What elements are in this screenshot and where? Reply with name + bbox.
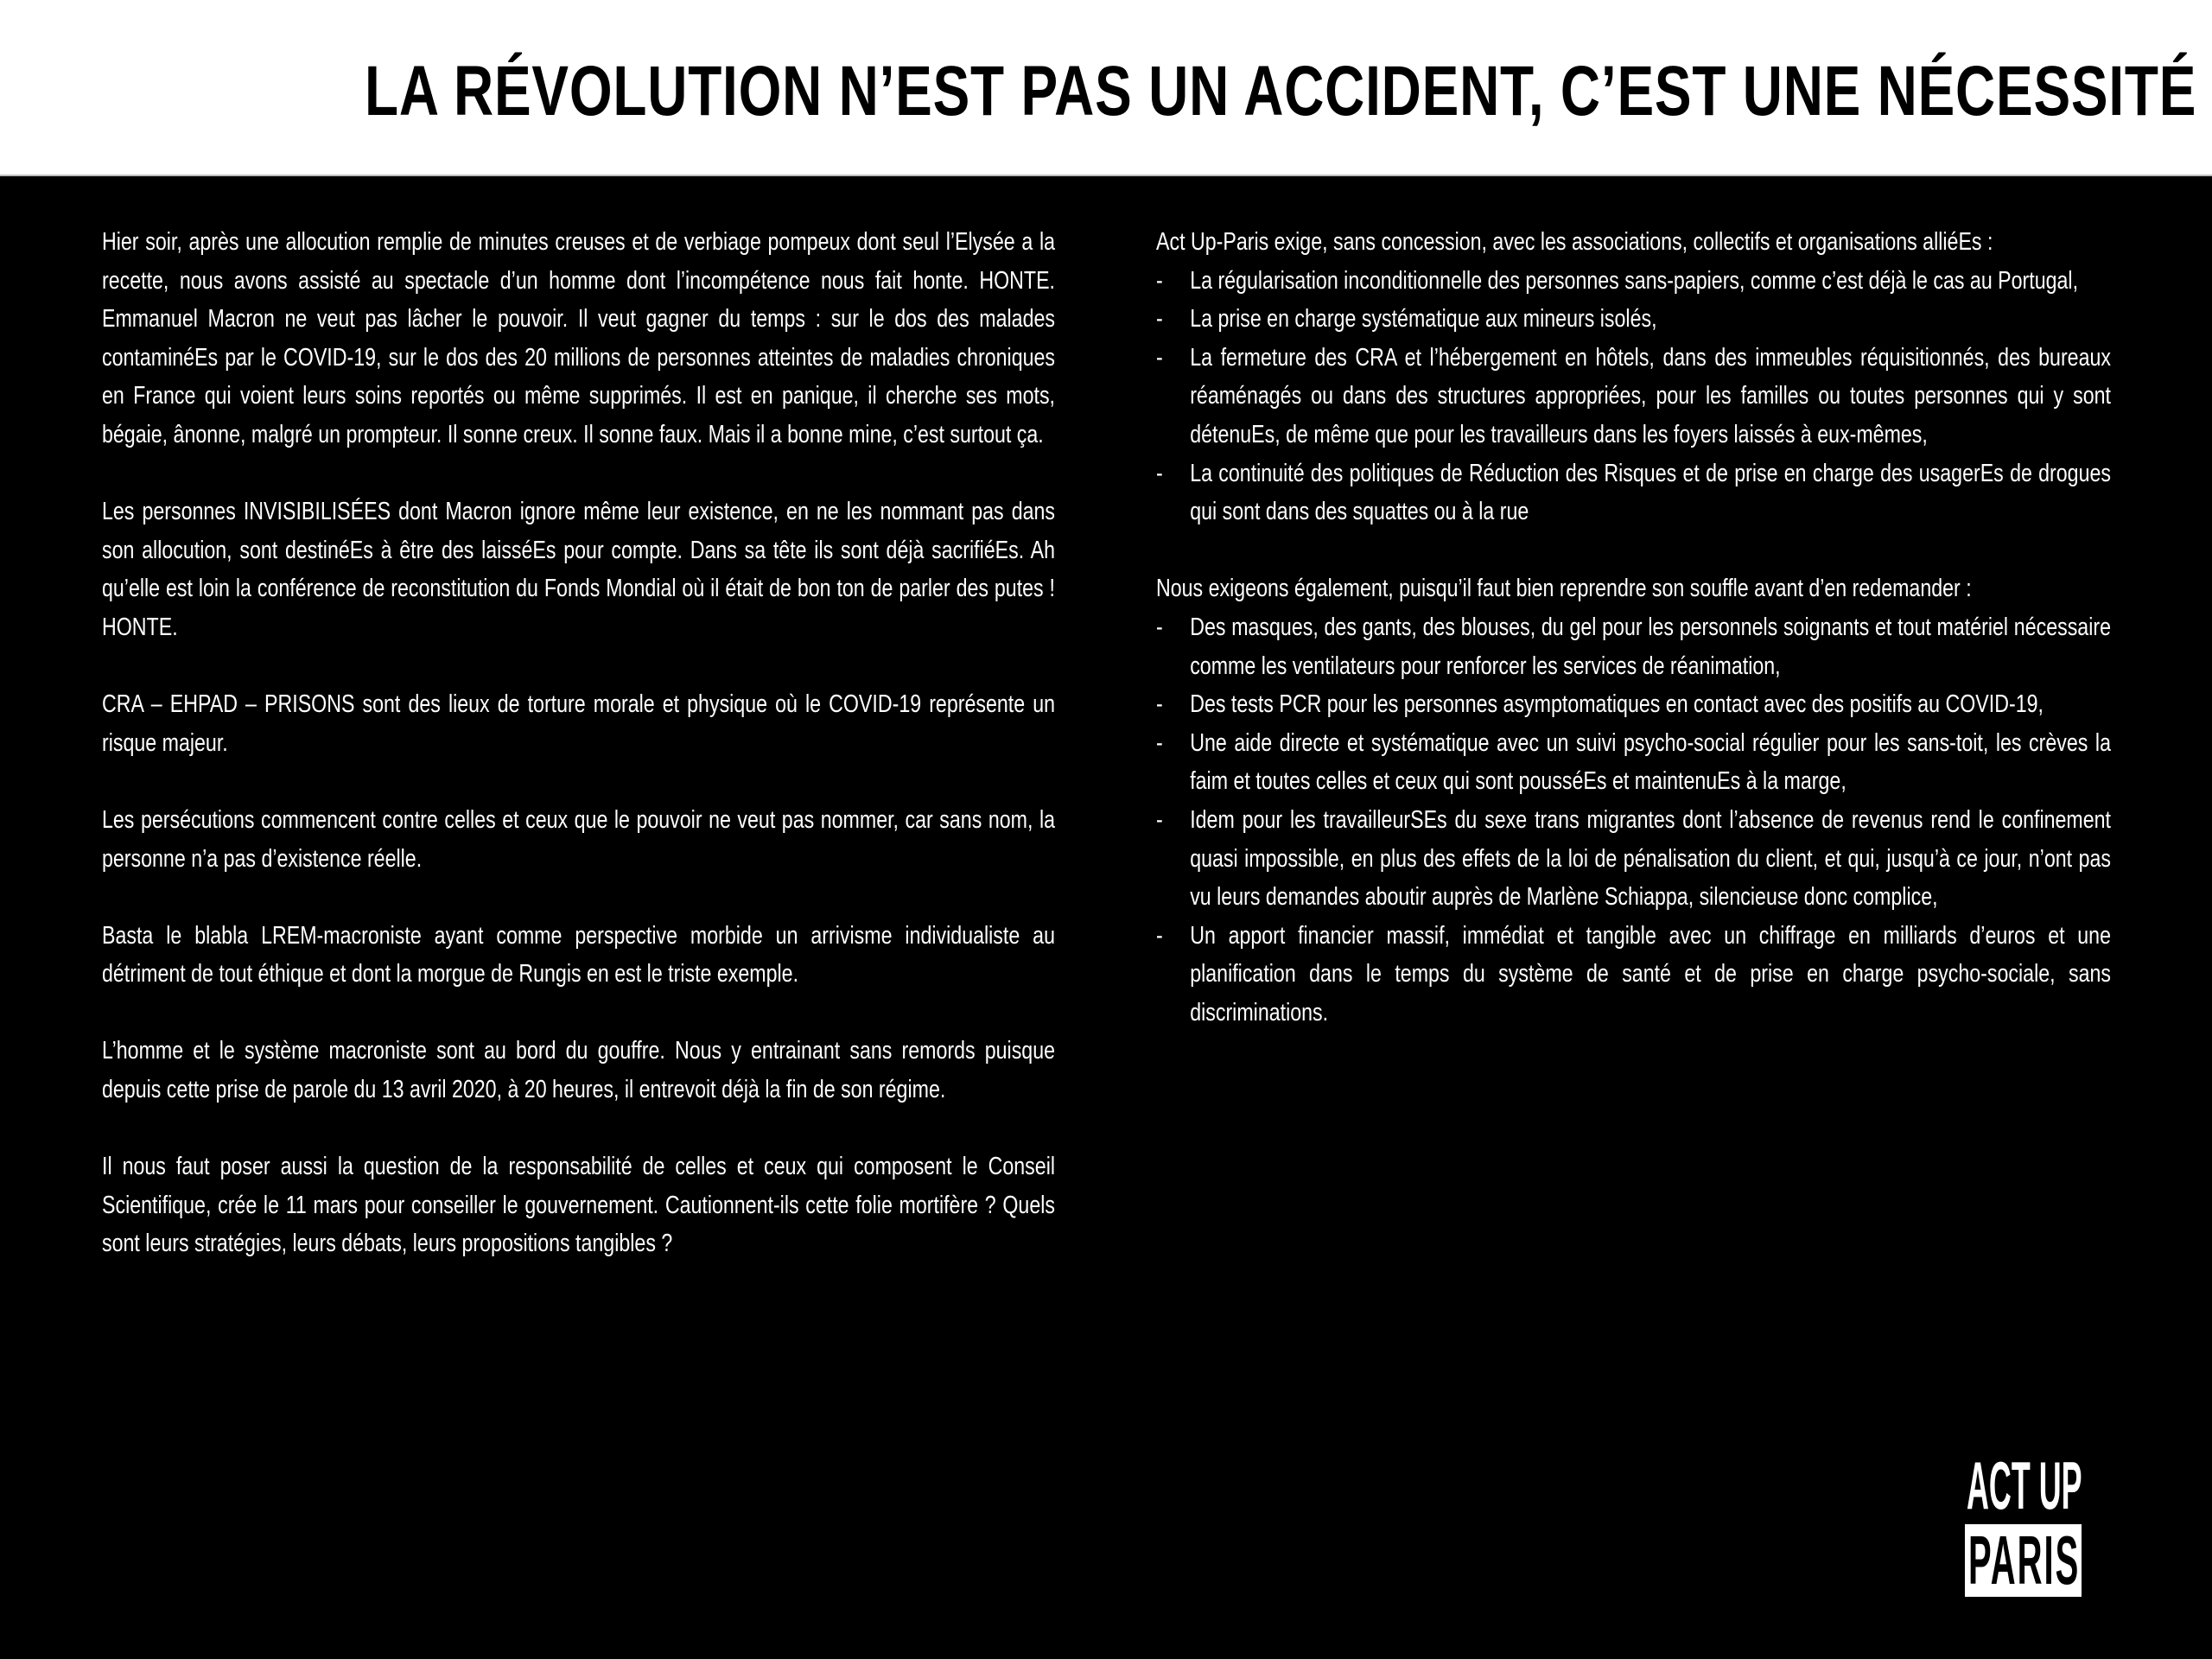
list-item-text: La prise en charge systématique aux mineurs isolés, <box>1190 305 1657 334</box>
list-item-text: La continuité des politiques de Réduction des Risques et de prise en charge des usagerEs de drogues qui sont dans des squattes ou à la rue <box>1190 459 2111 526</box>
list-item-text: Une aide directe et systématique avec un suivi psycho-social régulier pour les sans-toit, les crèves la faim et toutes celles et ceux qui sont pousséEs et maintenuEs à la marge, <box>1190 728 2111 796</box>
logo-line-act-up: ACT UP <box>1967 1447 2082 1523</box>
bullet-dash: - <box>1156 343 1163 372</box>
list-item <box>1156 801 2111 917</box>
paragraph-text: L’homme et le système macroniste sont au bord du gouffre. Nous y entrainant sans remords puisque depuis cette prise de parole du 13 avril 2020, à 20 heures, il entrevoit déjà la fin de son régime. <box>102 1037 1055 1104</box>
list-item-text: Idem pour les travailleurSEs du sexe trans migrantes dont l’absence de revenus rend le confinement quasi impossible, en plus des effets de la loi de pénalisation du client, et qui, jusqu’à ce jour, n’ont pas vu leurs demandes aboutir auprès de Marlène Schiappa, silencieuse donc complice, <box>1190 805 2111 912</box>
bullet-dash: - <box>1156 805 1163 834</box>
list-item-text: La régularisation inconditionnelle des personnes sans-papiers, comme c’est déjà le cas au Portugal, <box>1190 266 2079 295</box>
list-item <box>1156 339 2111 454</box>
paragraph <box>102 223 1055 454</box>
list-item <box>1156 608 2111 685</box>
title-banner <box>0 0 2212 176</box>
list-item <box>1156 262 2111 301</box>
bullet-dash: - <box>1156 690 1163 719</box>
list-item <box>1156 685 2111 724</box>
paragraph-text: Basta le blabla LREM-macroniste ayant comme perspective morbide un arrivisme individualiste au détriment de tout éthique et dont la morgue de Rungis en est le triste exemple. <box>102 921 1055 988</box>
additional-demands-intro: Nous exigeons également, puisqu’il faut bien reprendre son souffle avant d’en redemander : <box>1156 575 1972 603</box>
bullet-dash: - <box>1156 613 1163 641</box>
act-up-paris-logo <box>1965 1447 2082 1597</box>
paragraph <box>102 493 1055 646</box>
paragraph <box>102 685 1055 762</box>
list-item <box>1156 300 2111 339</box>
paragraph <box>102 801 1055 878</box>
paragraph-text: Les personnes INVISIBILISÉES dont Macron ignore même leur existence, en ne les nommant pas dans son allocution, sont destinéEs à être des laisséEs pour compte. Dans sa tête ils sont déjà sacrifiéEs. Ah qu’elle est loin la conférence de reconstitution du Fonds Mondial où il était de bon ton de parler des putes ! HONTE. <box>102 498 1055 641</box>
right-column-content <box>1156 223 2111 1032</box>
bullet-dash: - <box>1156 921 1163 950</box>
paragraph <box>102 1032 1055 1109</box>
paragraph-text: Il nous faut poser aussi la question de la responsabilité de celles et ceux qui composent le Conseil Scientifique, crée le 11 mars pour conseiller le gouvernement. Cautionnent-ils cette folie mortifère ? Quels sont leurs stratégies, leurs débats, leurs propositions tangibles ? <box>102 1153 1055 1258</box>
paragraph-text: CRA – EHPAD – PRISONS sont des lieux de torture morale et physique où le COVID-19 représente un risque majeur. <box>102 690 1055 757</box>
demands-list <box>1156 262 2111 531</box>
right-column <box>1156 223 2111 1071</box>
logo-box <box>1965 1524 2082 1597</box>
list-item <box>1156 454 2111 531</box>
bullet-dash: - <box>1156 305 1163 334</box>
bullet-dash: - <box>1156 728 1163 757</box>
paragraph-text: Hier soir, après une allocution remplie de minutes creuses et de verbiage pompeux dont seul l’Elysée a la recette, nous avons assisté au spectacle d’un homme dont l’incompétence nous fait honte. HONTE. Emmanuel Macron ne veut pas lâcher le pouvoir. Il veut gagner du temps : sur le dos des malades contaminéEs par le COVID-19, sur le dos des 20 millions de personnes atteintes de maladies chroniques en France qui voient leurs soins reportés ou même supprimés. Il est en panique, il cherche ses mots, bégaie, ânonne, malgré un prompteur. Il sonne creux. Il sonne faux. Mais il a bonne mine, c’est surtout ça. <box>102 228 1055 448</box>
list-item-text: Un apport financier massif, immédiat et tangible avec un chiffrage en milliards d’euros et une planification dans le temps du système de santé et de prise en charge psycho-sociale, sans discriminations. <box>1190 921 2111 1027</box>
list-item-text: Des tests PCR pour les personnes asymptomatiques en contact avec des positifs au COVID-19, <box>1190 690 2044 719</box>
demands-intro: Act Up-Paris exige, sans concession, avec les associations, collectifs et organisations alliéEs : <box>1156 228 1993 256</box>
paragraph-text: Les persécutions commencent contre celles et ceux que le pouvoir ne veut pas nommer, car sans nom, la personne n’a pas d’existence réelle. <box>102 805 1055 873</box>
left-column <box>102 223 1055 1302</box>
page-title: LA RÉVOLUTION N’EST PAS UN ACCIDENT, C’EST UNE NÉCESSITÉ <box>365 52 2197 130</box>
additional-demands-list <box>1156 608 2111 1033</box>
list-item <box>1156 917 2111 1033</box>
bullet-dash: - <box>1156 266 1163 295</box>
bullet-dash: - <box>1156 459 1163 487</box>
list-item-text: La fermeture des CRA et l’hébergement en hôtels, dans des immeubles réquisitionnés, des bureaux réaménagés ou dans des structures appropriées, pour les familles ou toutes personnes qui y sont détenuEs, de même que pour les travailleurs dans les foyers laissés à eux-mêmes, <box>1190 343 2111 448</box>
logo-line-paris: PARIS <box>1968 1524 2081 1597</box>
paragraph <box>102 1147 1055 1263</box>
list-item-text: Des masques, des gants, des blouses, du gel pour les personnels soignants et tout matériel nécessaire comme les ventilateurs pour renforcer les services de réanimation, <box>1190 613 2111 680</box>
paragraph <box>102 917 1055 994</box>
list-item <box>1156 724 2111 801</box>
